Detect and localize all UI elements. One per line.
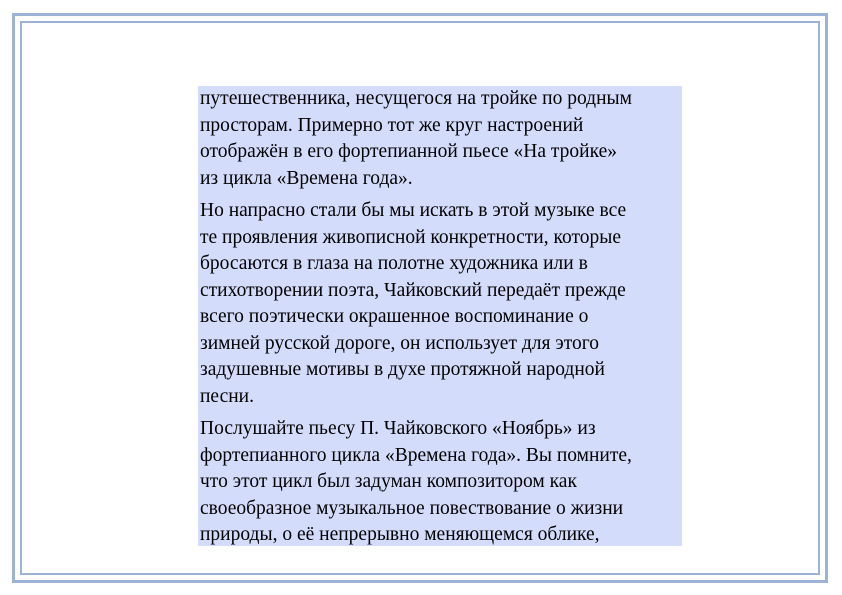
text-line: отображён в его фортепианной пьесе «На тройке» bbox=[200, 141, 618, 162]
text-line: из цикла «Времена года». bbox=[200, 167, 413, 189]
text-line: своеобразное музыкальное повествование о жизни bbox=[200, 497, 624, 519]
text-line: Но напрасно стали бы мы искать в этой музыке все bbox=[200, 200, 627, 221]
text-line: что этот цикл был задуман композитором как bbox=[200, 471, 577, 492]
text-line: бросаются в глаза на полотне художника или в bbox=[200, 253, 588, 274]
text-line: всего поэтически окрашенное воспоминание о bbox=[200, 306, 589, 327]
text-line: Послушайте пьесу П. Чайковского «Ноябрь» из bbox=[200, 418, 596, 439]
text-line: просторам. Примерно тот же круг настроений bbox=[200, 114, 584, 136]
text-line: фортепианного цикла «Времена года». Вы помните, bbox=[200, 444, 632, 466]
text-line: песни. bbox=[200, 385, 254, 407]
paragraph-2 bbox=[200, 198, 682, 410]
paragraph-1 bbox=[200, 86, 682, 192]
text-line: путешественника, несущегося на тройке по родным bbox=[200, 88, 632, 109]
text-line: задушевные мотивы в духе протяжной народной bbox=[200, 359, 605, 380]
paragraph-3 bbox=[200, 416, 682, 549]
text-line: зимней русской дороге, он использует для этого bbox=[200, 332, 599, 354]
text-line: те проявления живописной конкретности, которые bbox=[200, 226, 621, 248]
text-block bbox=[198, 86, 682, 546]
text-line: природы, о её непрерывно меняющемся облике, bbox=[200, 524, 600, 545]
text-line: стихотворении поэта, Чайковский передаёт прежде bbox=[200, 279, 626, 301]
